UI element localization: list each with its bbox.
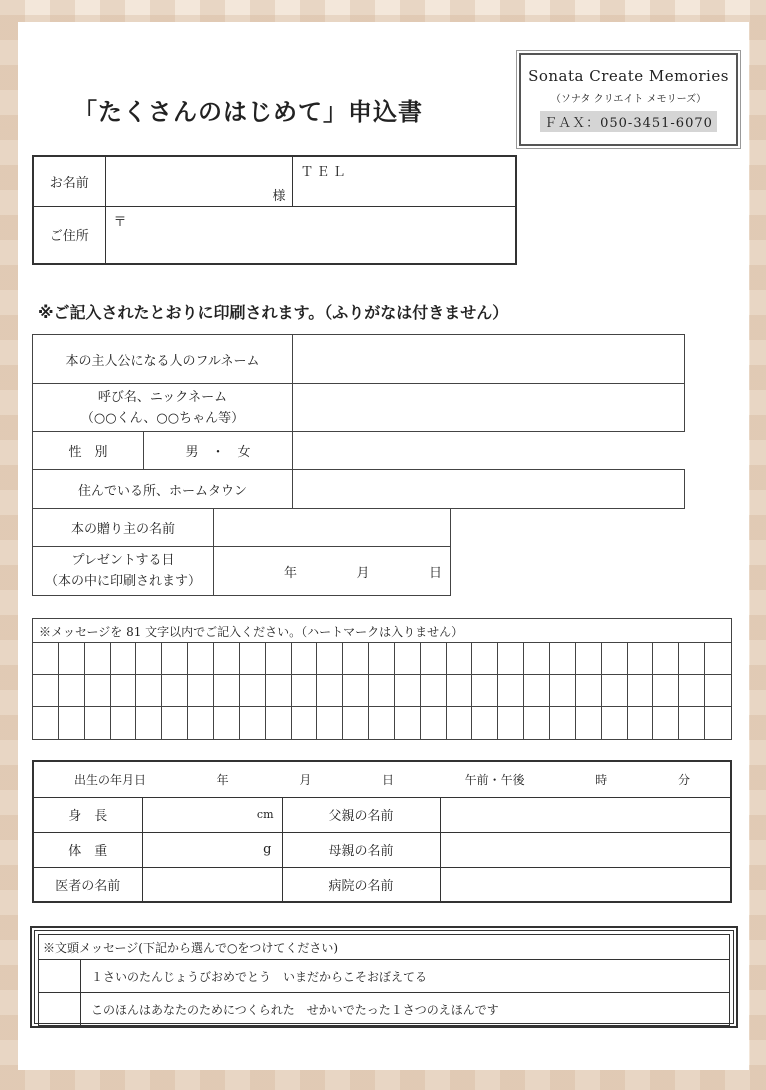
message-grid-cell[interactable] — [576, 707, 602, 739]
message-grid-cell[interactable] — [550, 675, 576, 707]
birth-ampm: 午前・午後 — [464, 772, 525, 787]
message-grid-cell[interactable] — [395, 707, 421, 739]
message-grid-cell[interactable] — [498, 643, 524, 675]
present-day: 日 — [428, 565, 442, 581]
message-grid-cell[interactable] — [85, 643, 111, 675]
postal-mark: 〒 — [113, 214, 127, 230]
message-grid-cell[interactable] — [266, 643, 292, 675]
message-grid-cell[interactable] — [421, 675, 447, 707]
mother-field[interactable] — [440, 832, 731, 867]
opening-choice-2[interactable] — [39, 993, 81, 1026]
opening-choice-1[interactable] — [39, 960, 81, 993]
message-grid-cell[interactable] — [33, 707, 59, 739]
message-grid-cell[interactable] — [162, 675, 188, 707]
message-grid-cell[interactable] — [550, 707, 576, 739]
message-grid-cell[interactable] — [602, 675, 628, 707]
message-grid-cell[interactable] — [653, 675, 679, 707]
present-date-label — [33, 547, 214, 596]
message-grid-cell[interactable] — [369, 707, 395, 739]
message-grid-cell[interactable] — [653, 643, 679, 675]
tel-field[interactable] — [292, 156, 516, 206]
message-grid-cell[interactable] — [498, 675, 524, 707]
message-header: ※メッセージを 81 文字以内でご記入ください。（ハートマークは入りません） — [33, 619, 731, 643]
message-grid-cell[interactable] — [136, 707, 162, 739]
name-label: お名前 — [33, 156, 105, 206]
gift-table — [32, 508, 451, 596]
message-grid-cell[interactable] — [395, 643, 421, 675]
name-field[interactable] — [105, 156, 292, 206]
nickname-label-line1: 呼び名、ニックネーム — [97, 389, 228, 405]
hometown-field[interactable] — [293, 470, 685, 509]
message-grid-cell[interactable] — [705, 675, 731, 707]
message-grid-cell[interactable] — [679, 643, 705, 675]
message-grid-cell[interactable] — [524, 675, 550, 707]
company-box — [519, 53, 738, 146]
message-grid-cell[interactable] — [214, 643, 240, 675]
message-grid-cell[interactable] — [266, 675, 292, 707]
message-grid-cell[interactable] — [524, 643, 550, 675]
birthdate-row[interactable] — [33, 761, 731, 797]
message-grid-cell[interactable] — [653, 707, 679, 739]
message-grid-cell[interactable] — [705, 707, 731, 739]
message-grid-cell[interactable] — [136, 643, 162, 675]
message-grid-cell[interactable] — [576, 643, 602, 675]
message-grid-cell[interactable] — [136, 675, 162, 707]
birth-day: 日 — [381, 772, 394, 787]
weight-field[interactable] — [142, 832, 282, 867]
message-grid-cell[interactable] — [33, 675, 59, 707]
message-grid-cell[interactable] — [188, 675, 214, 707]
message-grid-cell[interactable] — [395, 675, 421, 707]
name-suffix: 様 — [272, 188, 286, 204]
hometown-label: 住んでいる所、ホームタウン — [33, 470, 293, 509]
message-grid-cell[interactable] — [369, 643, 395, 675]
message-grid-cell[interactable] — [602, 707, 628, 739]
message-grid-cell[interactable] — [33, 643, 59, 675]
message-grid-cell[interactable] — [292, 675, 318, 707]
message-grid-cell[interactable] — [705, 643, 731, 675]
message-grid-cell[interactable] — [240, 675, 266, 707]
company-name: Sonata Create Memories — [528, 67, 729, 85]
message-grid-cell[interactable] — [59, 675, 85, 707]
present-label-line2: （本の中に印刷されます） — [44, 574, 201, 589]
message-grid-cell[interactable] — [240, 643, 266, 675]
message-grid-cell[interactable] — [111, 707, 137, 739]
message-grid[interactable] — [33, 643, 731, 739]
height-label: 身 長 — [33, 797, 142, 832]
message-grid-cell[interactable] — [447, 707, 473, 739]
present-date-field[interactable] — [214, 547, 451, 596]
message-grid-cell[interactable] — [111, 675, 137, 707]
gender-options[interactable]: 男 ・ 女 — [144, 432, 293, 470]
message-box — [32, 618, 732, 740]
message-grid-cell[interactable] — [266, 707, 292, 739]
opening-option-2: このほんはあなたのためにつくられた せかいでたった１さつのえほんです — [81, 993, 730, 1026]
message-grid-cell[interactable] — [214, 707, 240, 739]
message-grid-cell[interactable] — [447, 675, 473, 707]
birth-year: 年 — [216, 772, 229, 787]
fullname-label: 本の主人公になる人のフルネーム — [33, 335, 293, 384]
message-grid-cell[interactable] — [628, 675, 654, 707]
message-grid-cell[interactable] — [602, 643, 628, 675]
father-field[interactable] — [440, 797, 731, 832]
opening-header: ※文頭メッセージ(下記から選んで○をつけてください) — [39, 935, 730, 960]
contact-table — [32, 155, 517, 265]
birth-minute: 分 — [677, 772, 690, 787]
weight-unit: g — [263, 842, 272, 857]
height-unit: cm — [256, 808, 274, 821]
message-grid-cell[interactable] — [317, 707, 343, 739]
gender-label: 性 別 — [33, 432, 144, 470]
message-grid-cell[interactable] — [85, 675, 111, 707]
fullname-field[interactable] — [293, 335, 685, 384]
height-field[interactable] — [142, 797, 282, 832]
nickname-label-line2: （○○くん、○○ちゃん等） — [80, 410, 245, 426]
message-grid-cell[interactable] — [679, 675, 705, 707]
tel-label: ＴＥＬ — [300, 165, 349, 180]
message-grid-cell[interactable] — [292, 707, 318, 739]
message-grid-cell[interactable] — [421, 707, 447, 739]
message-grid-cell[interactable] — [628, 707, 654, 739]
present-year: 年 — [284, 565, 298, 581]
opening-message-table — [38, 934, 730, 1026]
message-grid-cell[interactable] — [240, 707, 266, 739]
form-sheet — [18, 22, 749, 1070]
company-kana: （ソナタ クリエイト メモリーズ） — [550, 94, 707, 105]
message-grid-cell[interactable] — [628, 643, 654, 675]
message-grid-cell[interactable] — [550, 643, 576, 675]
message-grid-cell[interactable] — [59, 643, 85, 675]
doctor-label: 医者の名前 — [33, 867, 142, 902]
opening-option-1: １さいのたんじょうびおめでとう いまだからこそおぼえてる — [81, 960, 730, 993]
message-grid-cell[interactable] — [188, 643, 214, 675]
opening-message-box — [30, 926, 738, 1028]
father-label: 父親の名前 — [282, 797, 440, 832]
message-grid-cell[interactable] — [162, 643, 188, 675]
mother-label: 母親の名前 — [282, 832, 440, 867]
giver-label: 本の贈り主の名前 — [33, 509, 214, 547]
message-grid-cell[interactable] — [59, 707, 85, 739]
fax-number: ＦＡＸ：050-3451-6070 — [540, 111, 717, 132]
message-grid-cell[interactable] — [472, 675, 498, 707]
nickname-field[interactable] — [293, 384, 685, 432]
message-grid-cell[interactable] — [343, 643, 369, 675]
message-grid-cell[interactable] — [679, 707, 705, 739]
message-grid-cell[interactable] — [317, 643, 343, 675]
message-grid-cell[interactable] — [317, 675, 343, 707]
giver-field[interactable] — [214, 509, 451, 547]
present-label-line1: プレゼントする日 — [71, 553, 175, 568]
hospital-label: 病院の名前 — [282, 867, 440, 902]
message-grid-cell[interactable] — [343, 707, 369, 739]
birth-table — [32, 760, 732, 903]
message-grid-cell[interactable] — [447, 643, 473, 675]
birthdate-label: 出生の年月日 — [74, 772, 147, 787]
message-grid-cell[interactable] — [576, 675, 602, 707]
message-grid-cell[interactable] — [111, 643, 137, 675]
message-grid-cell[interactable] — [498, 707, 524, 739]
message-grid-cell[interactable] — [188, 707, 214, 739]
form-title: 「たくさんのはじめて」申込書 — [73, 98, 423, 126]
message-grid-cell[interactable] — [214, 675, 240, 707]
birth-hour: 時 — [595, 772, 608, 787]
gender-blank — [293, 432, 685, 470]
message-grid-cell[interactable] — [472, 707, 498, 739]
present-month: 月 — [356, 565, 370, 581]
message-grid-cell[interactable] — [85, 707, 111, 739]
message-grid-cell[interactable] — [421, 643, 447, 675]
hospital-field[interactable] — [440, 867, 731, 902]
print-notice: ※ご記入されたとおりに印刷されます。（ふりがなは付きません） — [38, 303, 509, 322]
doctor-field[interactable] — [142, 867, 282, 902]
message-grid-cell[interactable] — [162, 707, 188, 739]
book-info-table — [32, 334, 685, 509]
weight-label: 体 重 — [33, 832, 142, 867]
message-grid-cell[interactable] — [472, 643, 498, 675]
message-grid-cell[interactable] — [369, 675, 395, 707]
birth-month: 月 — [299, 772, 312, 787]
message-grid-cell[interactable] — [343, 675, 369, 707]
message-grid-cell[interactable] — [524, 707, 550, 739]
address-label: ご住所 — [33, 206, 105, 264]
nickname-label — [33, 384, 293, 432]
message-grid-cell[interactable] — [292, 643, 318, 675]
address-field[interactable] — [105, 206, 516, 264]
